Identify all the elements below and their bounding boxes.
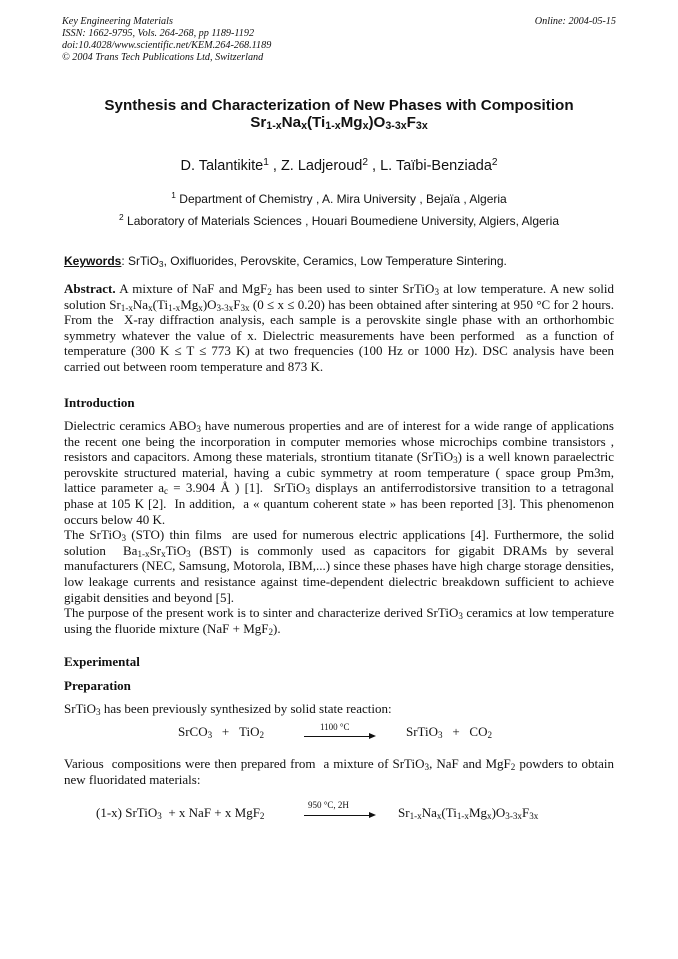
introduction-body xyxy=(64,418,614,636)
title-formula: $Sr_{1-x}Na_x(Ti_{1-x}Mg_x)O_{3-3x}F_{3x}$ xyxy=(250,114,428,132)
affiliation-2 xyxy=(40,214,638,228)
introduction-heading: Introduction xyxy=(64,395,135,410)
author-name: L. Taïbi-Benziada xyxy=(380,158,492,174)
compositions-text: Various compositions were then prepared from a mixture of SrTiO$_3$, NaF and MgF$_2$ powders to obtain new fluoridated materials: xyxy=(64,756,614,787)
affiliation-text: Department of Chemistry , A. Mira University , Bejaïa , Algeria xyxy=(179,192,507,206)
preparation-text: SrTiO$_3$ has been previously synthesized by solid state reaction: xyxy=(64,701,392,717)
equation-2-reactants: (1-x) SrTiO$_3$ + x NaF + x MgF$_2$ xyxy=(96,805,265,821)
affiliation-number: 2 xyxy=(119,212,124,222)
keywords-label: Keywords xyxy=(64,254,122,268)
equation-2-product: $Sr_{1-x}Na_x(Ti_{1-x}Mg_x)O_{3-3x}F_{3x}$ xyxy=(398,805,539,821)
equation-1-condition: 1100 °C xyxy=(320,722,350,732)
keywords-text: SrTiO$_3$, Oxifluorides, Perovskite, Ceramics, Low Temperature Sintering. xyxy=(128,254,507,269)
equation-2-arrow xyxy=(304,815,370,816)
copyright-line: © 2004 Trans Tech Publications Ltd, Switzerland xyxy=(62,52,264,63)
journal-header xyxy=(62,16,616,64)
author-affiliation-mark: 1 xyxy=(263,157,269,168)
paper-title xyxy=(40,97,638,131)
issn-line: ISSN: 1662-9795, Vols. 264-268, pp 1189-1192 xyxy=(62,28,255,39)
equation-2-condition: 950 °C, 2H xyxy=(308,800,349,810)
author-list xyxy=(40,158,638,174)
doi-line: doi:10.4028/www.scientific.net/KEM.264-268.1189 xyxy=(62,40,272,51)
keywords-colon: : xyxy=(121,254,129,268)
affiliation-text: Laboratory of Materials Sciences , Houari Boumediene University, Algiers, Algeria xyxy=(127,214,559,228)
preparation-subheading: Preparation xyxy=(64,678,131,693)
equation-1-arrow xyxy=(304,736,370,737)
author-name: Z. Ladjeroud xyxy=(280,158,363,174)
paragraph: The SrTiO$_3$ (STO) thin films are used for numerous electric applications [4]. Furthermore, the solid solution $Ba_{1-x}Sr_xTiO_3$ (BST) is commonly used as capacitors for gigabit DRAMs by several manufacturers (NEC, Samsung, Motorola, IBM,...) since these phases have high charge storage densities, low leakage currents and resistance against time-dependent dielectric breakdown sufficient to achieve gigabit densities and beyond [5]. xyxy=(64,527,615,605)
abstract xyxy=(64,281,614,375)
author-name: D. Talantikite xyxy=(180,158,264,174)
author-affiliation-mark: 2 xyxy=(362,157,369,168)
arrow-head-icon xyxy=(369,733,376,739)
equation-1-reactants: SrCO$_3$ + TiO$_2$ xyxy=(178,724,265,740)
author-separator: , xyxy=(272,158,281,174)
abstract-label: Abstract. xyxy=(64,281,116,296)
paragraph: The purpose of the present work is to sinter and characterize derived SrTiO$_3$ ceramics at low temperature using the fluoride mixture (NaF + MgF$_2$). xyxy=(64,605,614,637)
title-line: Synthesis and Characterization of New Phases with Composition xyxy=(104,97,574,114)
experimental-heading: Experimental xyxy=(64,654,140,669)
online-date: Online: 2004-05-15 xyxy=(534,16,616,27)
keywords xyxy=(64,254,624,268)
equation-1-products: SrTiO$_3$ + $CO_2$ xyxy=(406,724,493,740)
abstract-text: A mixture of NaF and MgF$_2$ has been used to sinter SrTiO$_3$ at low temperature. A new solid solution $Sr_{1-x}Na_x(Ti_{1-x}Mg_x)O_{3-3x}F_{3x}$ (0 ≤ x ≤ 0.20) has been obtained after sintering at 950 °C for 2 hours. From the X-ray diffraction analysis, each sample is a perovskite single phase with an orthorhombic symmetry whatever the value of x. Dielectric measurements have been performed as a function of temperature (300 K ≤ T ≤ 773 K) at two frequencies (100 Hz or 1000 Hz). DSC analysis have been carried out between room temperature and 873 K. xyxy=(64,281,614,374)
arrow-head-icon xyxy=(369,812,376,818)
author-affiliation-mark: 2 xyxy=(491,157,498,168)
affiliation-1 xyxy=(40,192,638,206)
journal-name: Key Engineering Materials xyxy=(62,16,173,27)
affiliation-number: 1 xyxy=(171,190,176,200)
author-separator: , xyxy=(372,158,381,174)
paragraph: Dielectric ceramics $ABO_3$ have numerous properties and are of interest for a wide range of applications the recent one being the incorporation in computer memories whose microchips combine transistors , resistors and capacitors. Among these materials, strontium titanate (SrTiO$_3$) is a well known paraelectric perovskite structured material, having a cubic symmetry at room temperature ( space group Pm3m, lattice parameter $a_c = 3.904$ Å ) [1]. SrTiO$_3$ displays an antiferrodistorsive transition to a tetragonal phase at 105 K [2]. In addition, a « quantum coherent state » has been reported [3]. This phenomenon occurs below 40 K. xyxy=(64,418,614,527)
